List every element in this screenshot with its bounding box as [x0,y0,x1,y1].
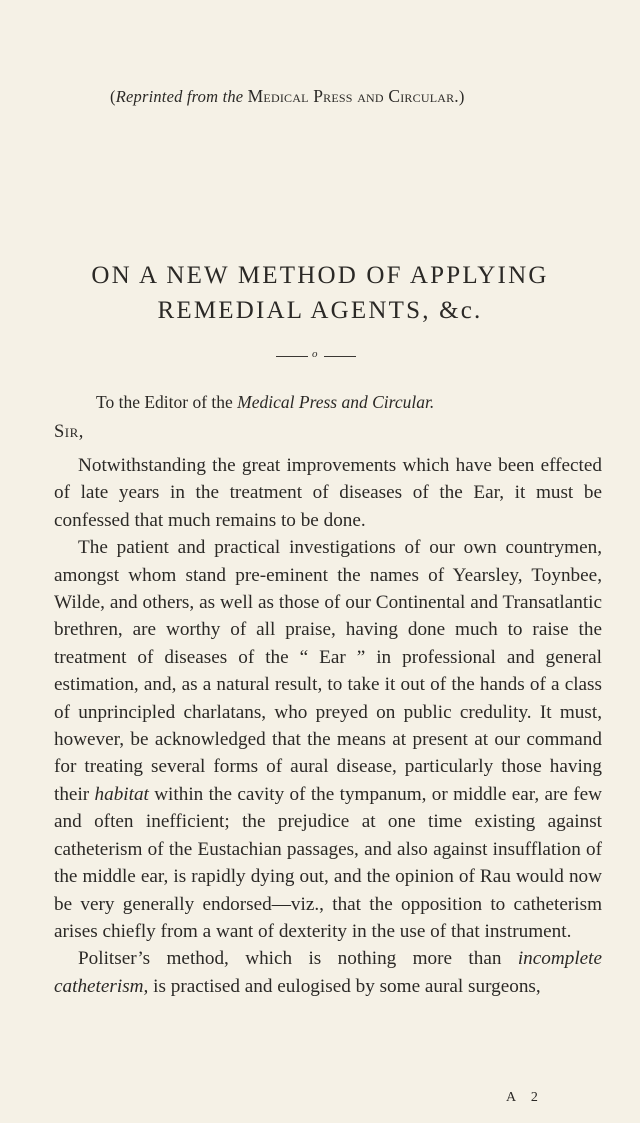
source-journal: Medical Press and Circular. [247,86,459,106]
dedication-prefix: To the Editor of the [96,392,233,412]
dedication-line [96,392,434,413]
dedication-journal: Medical Press and Circular. [237,392,435,412]
salutation: Sir, [54,422,84,442]
paragraph-3-part-a: Politser’s method, which is nothing more than [78,948,502,970]
reprint-label: Reprinted from the [115,87,244,106]
close-paren: ) [458,87,465,106]
open-paren: ( [110,87,116,106]
paragraph-3 [54,945,602,1000]
title-line-2: REMEDIAL AGENTS, &c. [157,297,483,324]
paragraph-2 [54,534,602,945]
incomplete-catheterism-phrase: incomplete catheterism, [54,948,603,997]
paragraph-1: Notwithstanding the great improvements which have been effected of late years in the treatment of diseases of the Ear, it must be confessed that much remains to be done. [54,455,602,531]
rule-ornament: o [312,348,318,360]
letter-body [54,452,602,1000]
paragraph-3-part-b: is practised and eulogised by some aural surgeons, [153,975,541,997]
reprint-notice [110,86,465,107]
rule-left [276,356,308,357]
signature-mark: A 2 [506,1090,544,1105]
paragraph-2-part-b: within the cavity of the tympanum, or middle ear, are few and often inefficient; the prejudice at one time existing against catheterism of the Eustachian passages, and also against insufflation of the middle ear, is rapidly dying out, and the opinion of Rau would now be very generally endorsed—viz., that the opposition to catheterism arises chiefly from a want of dexterity in the use of that instrument. [54,783,603,942]
paragraph-2-part-a: The patient and practical investigations of our own countrymen, amongst whom stand pre-eminent the names of Yearsley, Toynbee, Wilde, and others, as well as those of our Continental and Transatlantic brethren, are worthy of all praise, having done much to raise the treatment of diseases of the “ Ear ” in professional and general estimation, and, as a natural result, to take it out of the hands of a class of unprincipled charlatans, who preyed on public credulity. It must, however, be acknowledged that the means at present at our command for treating several forms of aural disease, particularly those having their [54,537,602,805]
habitat-word: habitat [94,783,149,805]
rule-right [324,356,356,357]
ornamental-rule [276,348,356,361]
title-line-1: ON A NEW METHOD OF APPLYING [91,262,549,289]
